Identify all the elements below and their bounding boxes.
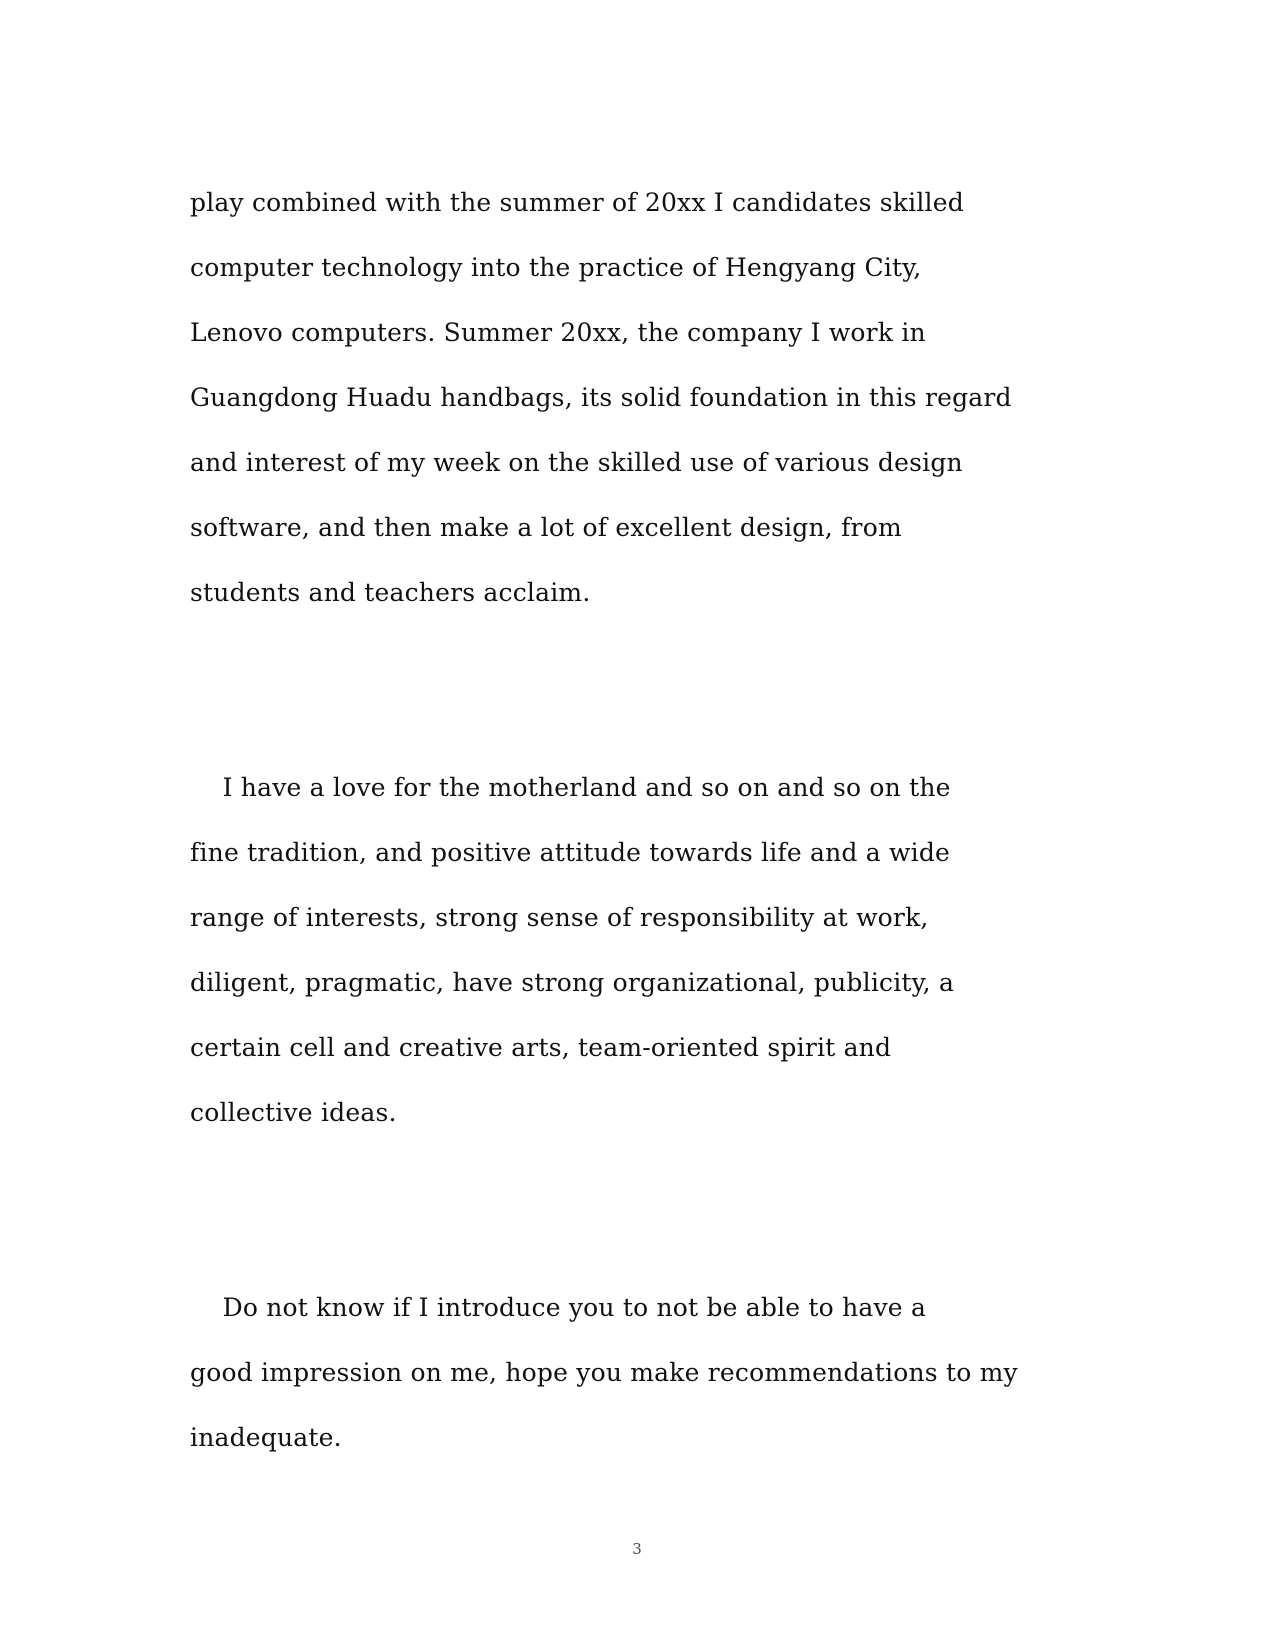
text-line: range of interests, strong sense of responsibility at work, (190, 903, 929, 932)
paragraph-spacer (190, 1145, 1090, 1275)
paragraph-spacer (190, 625, 1090, 755)
text-line: diligent, pragmatic, have strong organizational, publicity, a (190, 968, 955, 997)
text-line: and interest of my week on the skilled use of various design (190, 448, 963, 477)
text-line: play combined with the summer of 20xx I candidates skilled (190, 188, 964, 217)
text-line: I have a love for the motherland and so on and so on the (190, 773, 951, 802)
page-number: 3 (632, 1540, 642, 1558)
document-body (190, 170, 1090, 1470)
text-line: certain cell and creative arts, team-oriented spirit and (190, 1033, 892, 1062)
text-line: fine tradition, and positive attitude towards life and a wide (190, 838, 951, 867)
text-line: software, and then make a lot of excellent design, from (190, 513, 902, 542)
text-line: good impression on me, hope you make recommendations to my (190, 1358, 1018, 1387)
text-line: computer technology into the practice of Hengyang City, (190, 253, 922, 282)
text-line: Lenovo computers. Summer 20xx, the company I work in (190, 318, 926, 347)
text-line: students and teachers acclaim. (190, 578, 591, 607)
text-line: Do not know if I introduce you to not be able to have a (190, 1293, 927, 1322)
paragraph-closing (190, 1275, 1090, 1470)
text-line: inadequate. (190, 1423, 342, 1452)
text-line: Guangdong Huadu handbags, its solid foundation in this regard (190, 383, 1012, 412)
paragraph-personality (190, 755, 1090, 1145)
text-line: collective ideas. (190, 1098, 397, 1127)
paragraph-experience (190, 170, 1090, 625)
